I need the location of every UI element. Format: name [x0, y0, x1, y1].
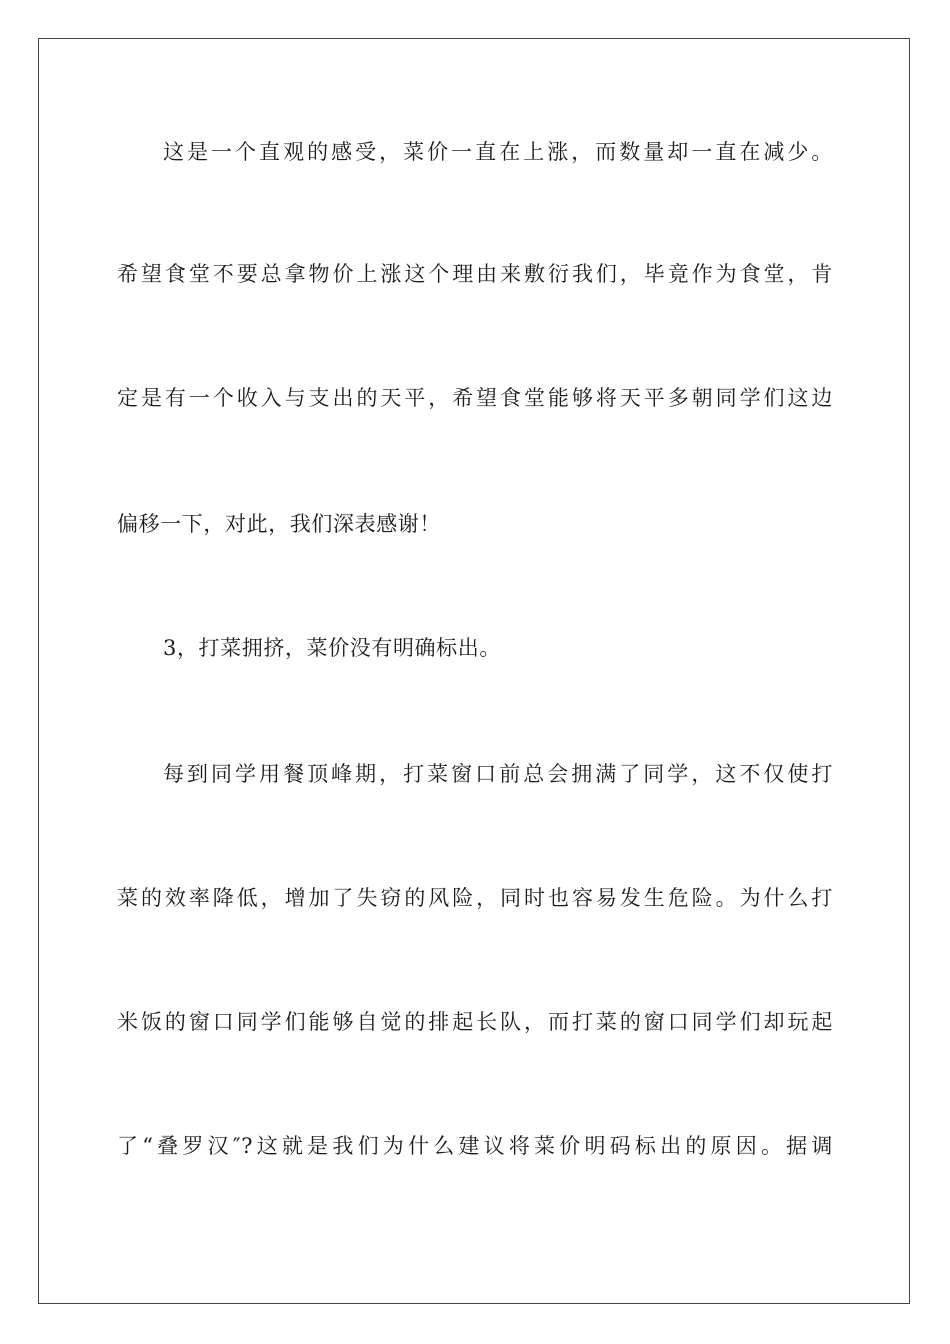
page-border: [38, 38, 910, 1304]
text-line-1: 这是一个直观的感受，菜价一直在上涨，而数量却一直在减少。: [163, 140, 833, 164]
text-line-3: 定是有一个收入与支出的天平，希望食堂能够将天平多朝同学们这边: [117, 386, 833, 410]
text-line-9: 了“叠罗汉″?这就是我们为什么建议将菜价明码标出的原因。据调: [117, 1134, 833, 1158]
section-heading-3: 3，打菜拥挤，菜价没有明确标出。: [163, 636, 501, 660]
text-line-6: 每到同学用餐顶峰期，打菜窗口前总会拥满了同学，这不仅使打: [163, 762, 833, 786]
text-line-8: 米饭的窗口同学们能够自觉的排起长队，而打菜的窗口同学们却玩起: [117, 1010, 833, 1034]
text-line-7: 菜的效率降低，增加了失窃的风险，同时也容易发生危险。为什么打: [117, 886, 833, 910]
text-line-2: 希望食堂不要总拿物价上涨这个理由来敷衍我们，毕竟作为食堂，肯: [117, 262, 833, 286]
text-line-4: 偏移一下，对此，我们深表感谢！: [117, 512, 441, 536]
